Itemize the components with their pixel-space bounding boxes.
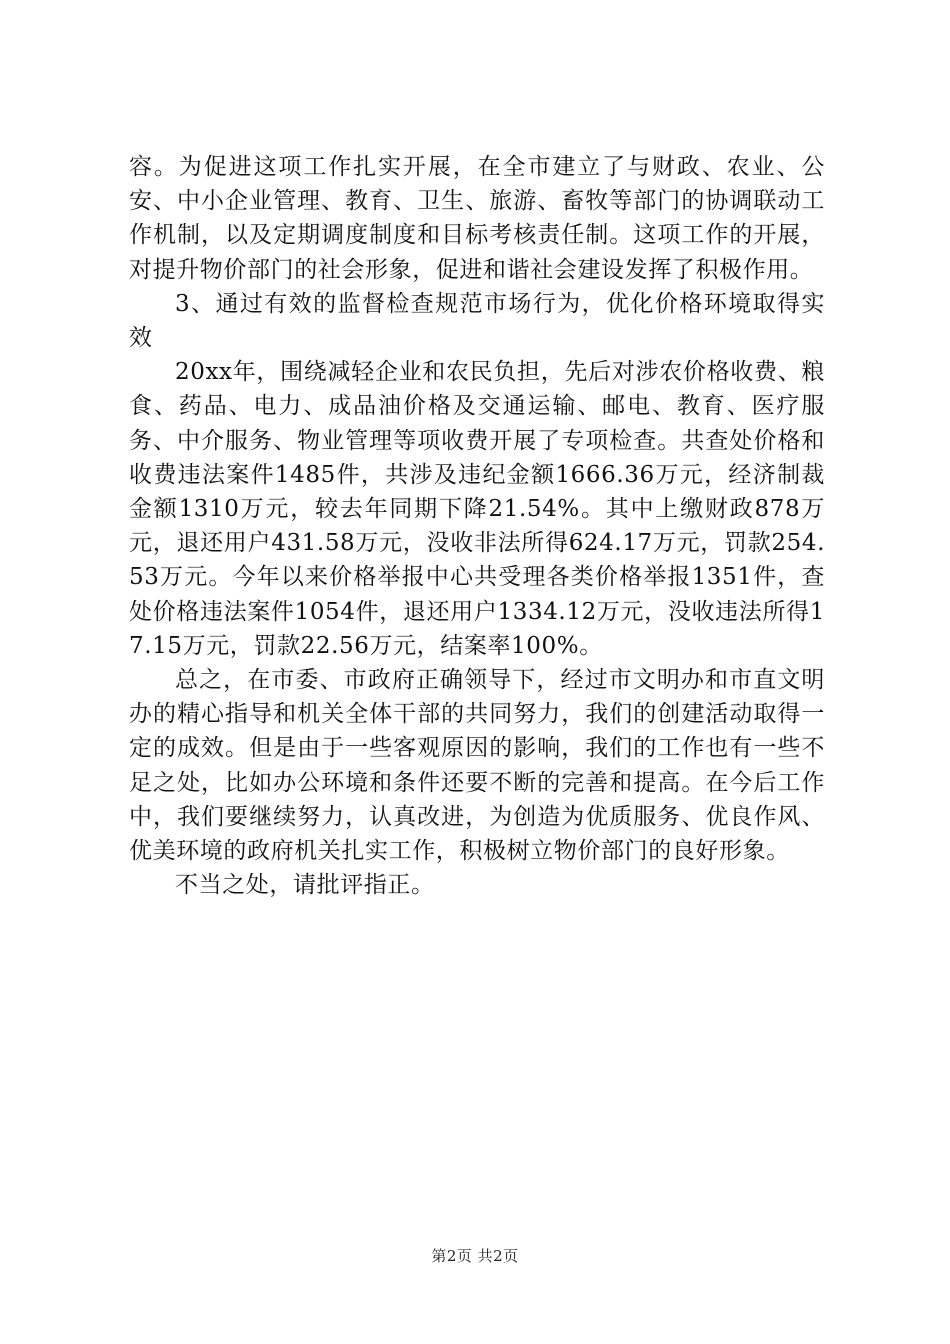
paragraph-inspection: 20xx年，围绕减轻企业和农民负担，先后对涉农价格收费、粮食、药品、电力、成品油价格及交通运输、邮电、教育、医疗服务、中介服务、物业管理等项收费开展了专项检查。共查处价格和收费违法案件1485件，共涉及违纪金额1666.36万元，经济制裁金额1310万元，较去年同期下降21.54%。其中上缴财政878万元，退还用户431.58万元，没收非法所得624.17万元，罚款254.53万元。今年以来价格举报中心共受理各类价格举报1351件，查处价格违法案件1054件，退还用户1334.12万元，没收违法所得17.15万元，罚款22.56万元，结案率100%。 [129,359,825,659]
document-body [129,150,825,902]
paragraph-continuation: 容。为促进这项工作扎实开展，在全市建立了与财政、农业、公安、中小企业管理、教育、卫生、旅游、畜牧等部门的协调联动工作机制，以及定期调度制度和目标考核责任制。这项工作的开展，对提升物价部门的社会形象，促进和谐社会建设发挥了积极作用。 [129,154,825,283]
page-footer: 第2页 共2页 [431,1247,519,1265]
paragraph-closing: 不当之处，请批评指正。 [175,872,435,899]
paragraph-summary: 总之，在市委、市政府正确领导下，经过市文明办和市直文明办的精心指导和机关全体干部的共同努力，我们的创建活动取得一定的成效。但是由于一些客观原因的影响，我们的工作也有一些不足之处，比如办公环境和条件还要不断的完善和提高。在今后工作中，我们要继续努力，认真改进，为创造为优质服务、优良作风、优美环境的政府机关扎实工作，积极树立物价部门的良好形象。 [129,667,825,865]
section-heading: 3、通过有效的监督检查规范市场行为，优化价格环境取得实效 [129,290,825,352]
